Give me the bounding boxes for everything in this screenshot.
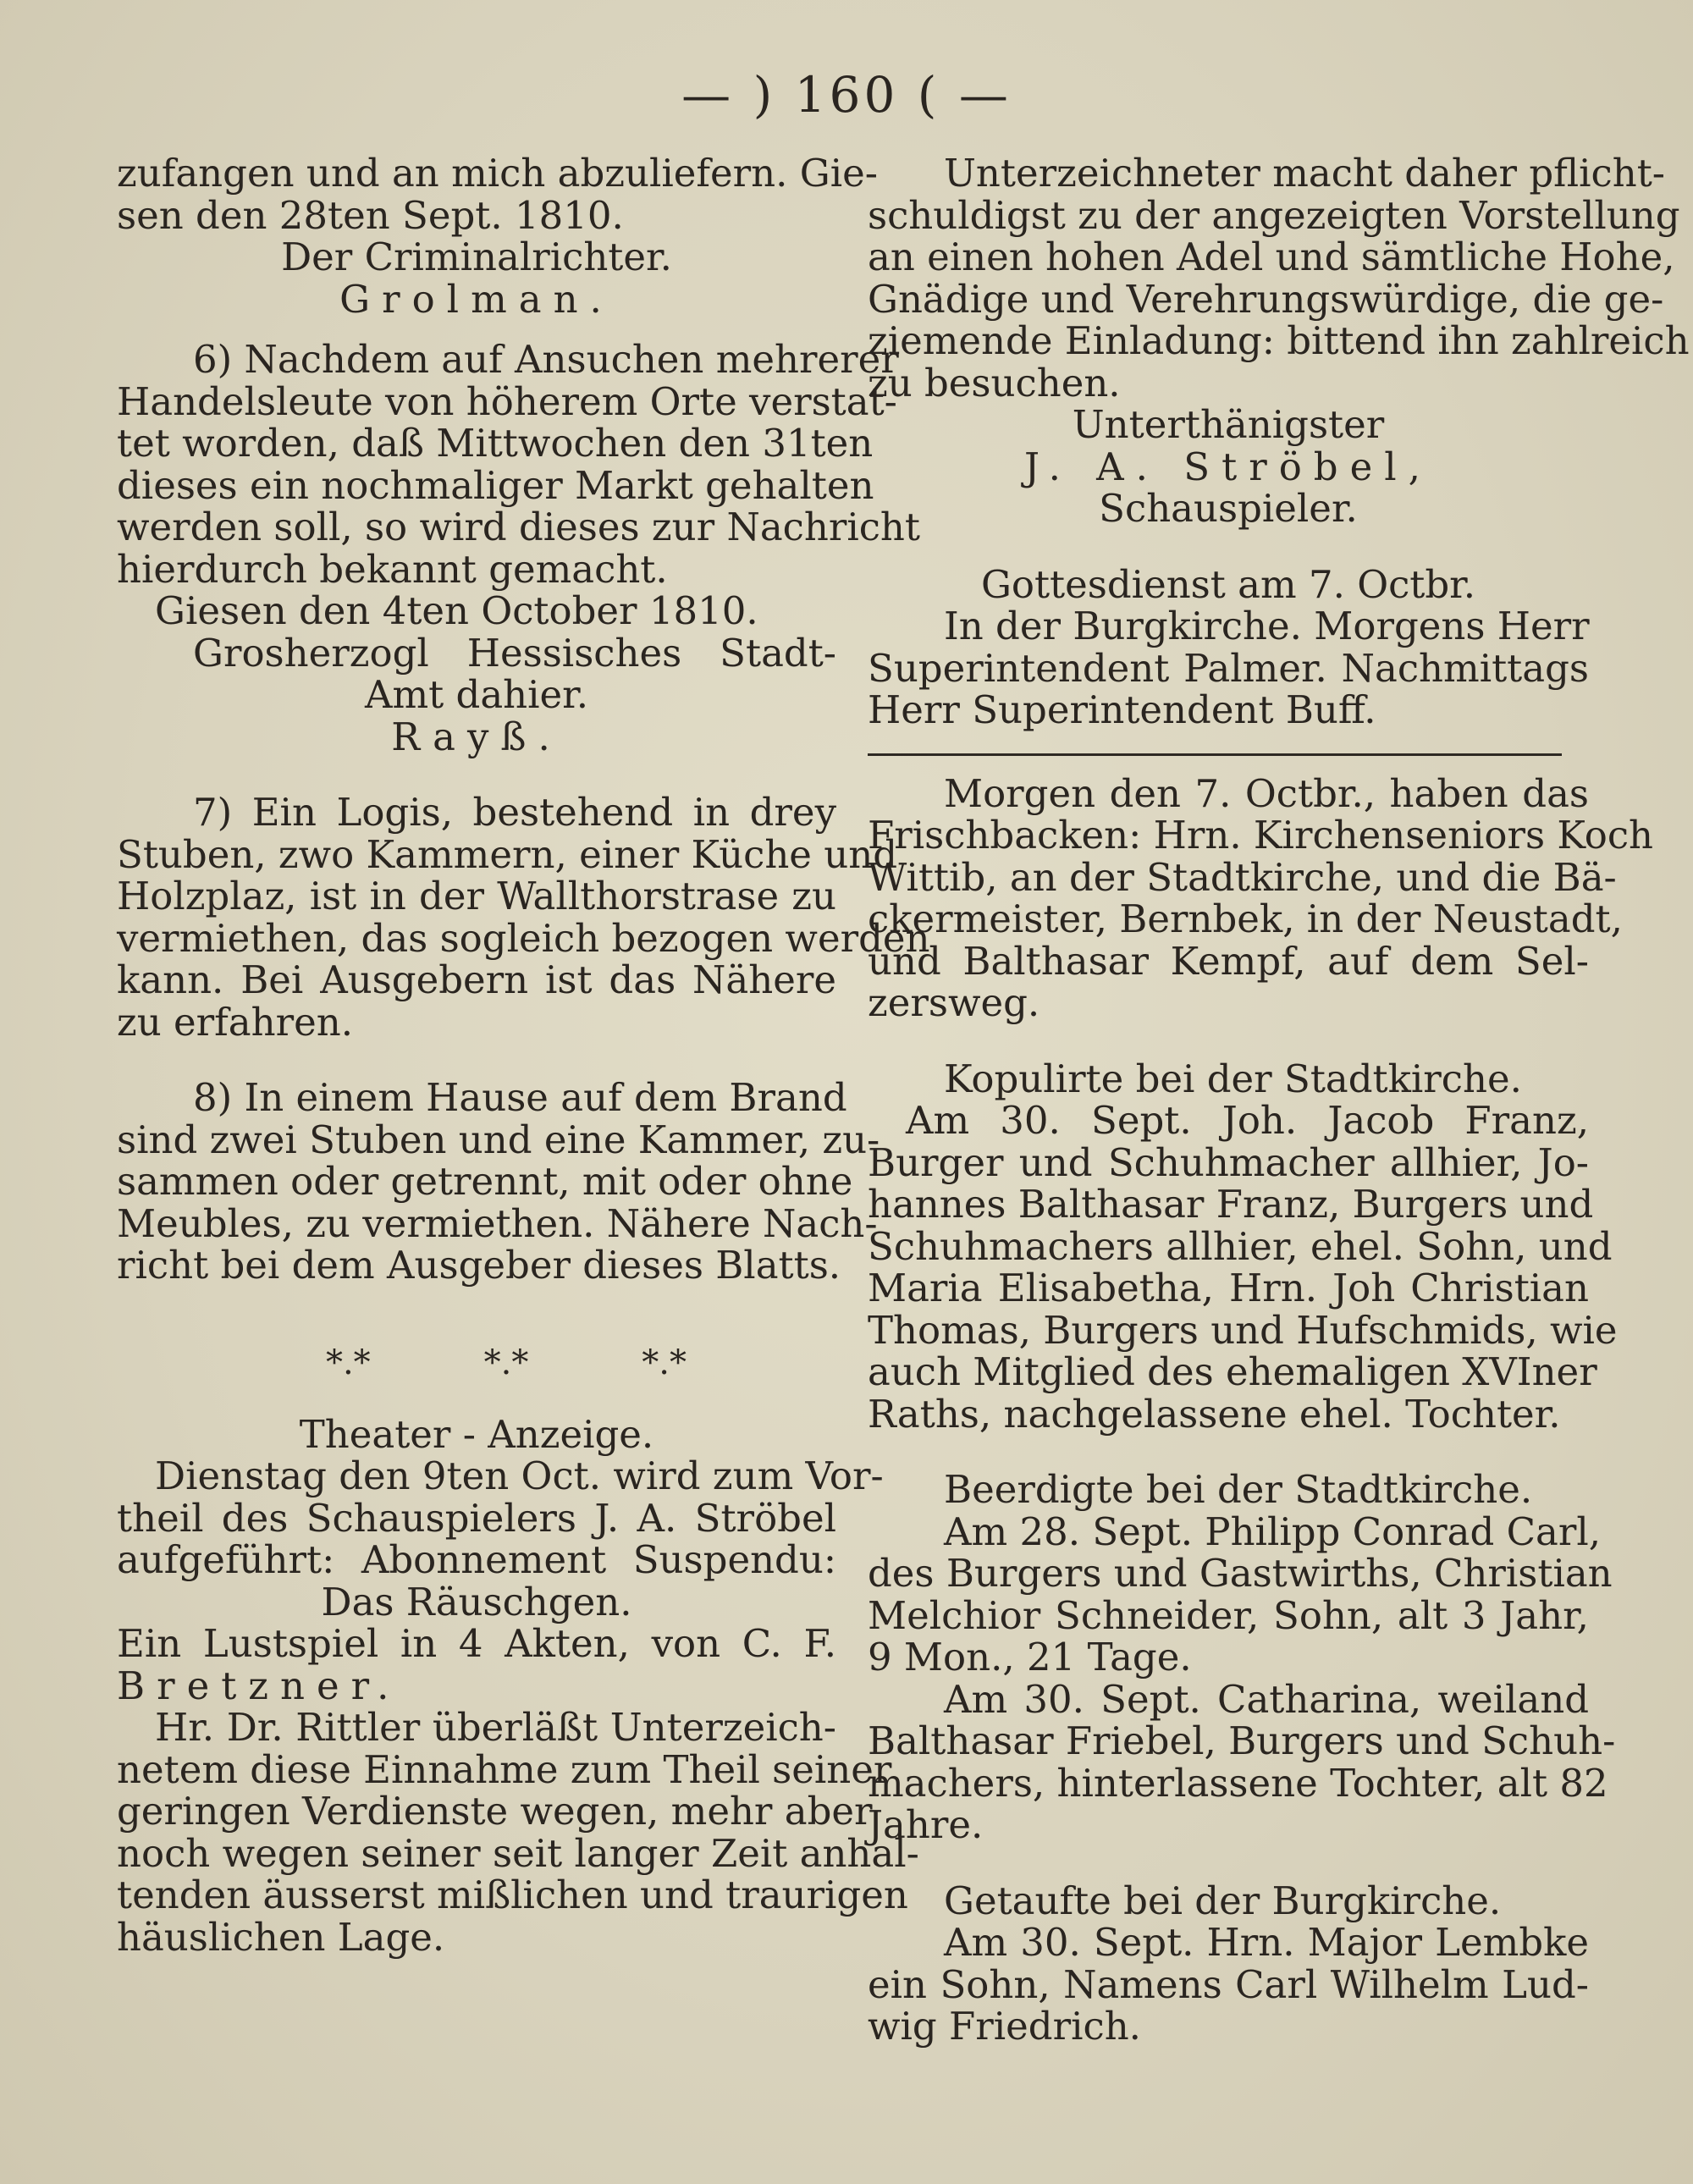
- invitation-signer-role: Schauspieler.: [1099, 486, 1358, 531]
- signer-title: Der Criminalrichter.: [281, 234, 672, 279]
- text-line: Burger und Schuhmacher allhier, Jo-: [868, 1139, 1589, 1185]
- married-heading: Kopulirte bei der Stadtkirche.: [944, 1056, 1522, 1101]
- text-line: vermiethen, das sogleich bezogen werden: [117, 915, 930, 961]
- notice-6-date: Giesen den 4ten October 1810.: [155, 588, 758, 633]
- service-schedule: [868, 605, 1589, 731]
- notice-7: [117, 790, 930, 1045]
- text-line: ein Sohn, Namens Carl Wilhelm Lud-: [868, 1961, 1589, 2007]
- text-line: machers, hinterlassene Tochter, alt 82: [868, 1760, 1608, 1806]
- text-line: Superintendent Palmer. Nachmittags: [868, 645, 1589, 691]
- notice-5-ending: [117, 151, 878, 238]
- text-line: Am 30. Sept. Joh. Jacob Franz,: [906, 1098, 1589, 1143]
- play-author: Bretzner.: [117, 1663, 401, 1708]
- buried-heading: Beerdigte bei der Stadtkirche.: [944, 1467, 1533, 1512]
- text-line: sammen oder getrennt, mit oder ohne: [117, 1159, 853, 1204]
- signer-name: Rayß.: [391, 714, 562, 759]
- text-line: und Balthasar Kempf, auf dem Sel-: [868, 938, 1589, 984]
- invitation: [868, 151, 1690, 405]
- text-line: Gnädige und Verehrungswürdige, die ge-: [868, 276, 1664, 322]
- text-line: richt bei dem Ausgeber dieses Blatts.: [117, 1243, 841, 1288]
- text-line: Herr Superintendent Buff.: [868, 687, 1376, 732]
- text-line: dieses ein nochmaliger Markt gehalten: [117, 462, 874, 508]
- text-line: Balthasar Friebel, Burgers und Schuh-: [868, 1718, 1616, 1763]
- text-line: Hr. Dr. Rittler überläßt Unterzeich-: [155, 1705, 836, 1750]
- text-line: ckermeister, Bernbek, in der Neustadt,: [868, 896, 1623, 941]
- text-line: Thomas, Burgers und Hufschmids, wie: [868, 1307, 1618, 1353]
- theater-announcement: [117, 1453, 884, 1582]
- text-line: werden soll, so wird dieses zur Nachricht: [117, 505, 920, 549]
- text-line: Wittib, an der Stadtkirche, und die Bä-: [868, 854, 1617, 900]
- text-line: Am 28. Sept. Philipp Conrad Carl,: [944, 1508, 1602, 1554]
- baptized-list: [868, 1922, 1589, 2048]
- text-line: zufangen und an mich abzuliefern. Gie-: [117, 151, 878, 196]
- text-line: noch wegen seiner seit langer Zeit anhal-: [117, 1830, 919, 1876]
- notice-6: [117, 337, 920, 592]
- authority-line: Amt dahier.: [364, 672, 589, 717]
- invitation-closing: Unterthänigster: [1072, 402, 1385, 447]
- text-line: hierdurch bekannt gemacht.: [117, 546, 668, 592]
- text-line: sen den 28ten Sept. 1810.: [117, 192, 624, 238]
- text-line: Meubles, zu vermiethen. Nähere Nach-: [117, 1200, 878, 1246]
- text-line: theil des Schauspielers J. A. Ströbel: [117, 1495, 836, 1541]
- text-line: Holzplaz, ist in der Wallthorstrase zu: [117, 874, 836, 918]
- text-line: Am 30. Sept. Catharina, weiland: [944, 1676, 1589, 1722]
- star-ornament: *.*: [325, 1343, 371, 1382]
- baptized-heading: Getaufte bei der Burgkirche.: [944, 1878, 1502, 1923]
- play-subtitle: Ein Lustspiel in 4 Akten, von C. F.: [117, 1621, 836, 1666]
- text-line: auch Mitglied des ehemaligen XVIner: [868, 1349, 1597, 1394]
- text-line: Am 30. Sept. Hrn. Major Lembke: [944, 1920, 1589, 1965]
- text-line: 8) In einem Hause auf dem Brand: [193, 1075, 847, 1120]
- text-line: an einen hohen Adel und sämtliche Hohe,: [868, 234, 1675, 279]
- separator-stars: [269, 1343, 743, 1382]
- text-line: hannes Balthasar Franz, Burgers und: [868, 1182, 1594, 1227]
- play-title: Das Räuschgen.: [321, 1579, 632, 1624]
- text-line: Unterzeichneter macht daher pflicht-: [944, 151, 1666, 196]
- section-divider: [868, 753, 1562, 756]
- text-line: kann. Bei Ausgebern ist das Nähere: [117, 957, 836, 1002]
- baking-notice: [868, 770, 1654, 1025]
- text-line: schuldigst zu der angezeigten Vorstellung: [868, 192, 1680, 238]
- invitation-signer: J. A. Ströbel,: [1024, 444, 1432, 489]
- text-line: zu besuchen.: [868, 360, 1121, 405]
- text-line: des Burgers und Gastwirths, Christian: [868, 1551, 1613, 1596]
- buried-entry-1: [868, 1508, 1613, 1679]
- service-heading: Gottesdienst am 7. Octbr.: [980, 561, 1476, 607]
- married-list: [868, 1098, 1618, 1437]
- authority-line: Grosherzogl Hessisches Stadt-: [193, 630, 836, 676]
- signer-name: Grolman.: [339, 276, 614, 322]
- notice-8: [117, 1075, 880, 1288]
- star-ornament: *.*: [642, 1343, 687, 1382]
- text-line: Jahre.: [868, 1802, 984, 1847]
- text-line: Frischbacken: Hrn. Kirchenseniors Koch: [868, 813, 1654, 858]
- text-line: sind zwei Stuben und eine Kammer, zu-: [117, 1117, 880, 1162]
- right-column: [868, 151, 1690, 2049]
- text-line: tenden äusserst mißlichen und traurigen: [117, 1872, 908, 1917]
- text-line: In der Burgkirche. Morgens Herr: [944, 604, 1590, 648]
- theater-heading: Theater - Anzeige.: [299, 1411, 654, 1457]
- text-line: geringen Verdienste wegen, mehr aber: [117, 1789, 873, 1834]
- text-line: netem diese Einnahme zum Theil seiner: [117, 1746, 892, 1792]
- text-line: Raths, nachgelassene ehel. Tochter.: [868, 1391, 1561, 1437]
- text-line: Morgen den 7. Octbr., haben das: [944, 770, 1589, 816]
- text-line: Stuben, zwo Kammern, einer Küche und: [117, 831, 898, 877]
- buried-entry-2: [868, 1676, 1616, 1847]
- text-line: tet worden, daß Mittwochen den 31ten: [117, 421, 874, 466]
- text-line: Melchior Schneider, Sohn, alt 3 Jahr,: [868, 1592, 1589, 1638]
- page-header: — ) 160 ( —: [681, 66, 1012, 124]
- text-line: 6) Nachdem auf Ansuchen mehrerer: [193, 337, 899, 382]
- text-line: zersweg.: [868, 980, 1040, 1025]
- text-line: Dienstag den 9ten Oct. wird zum Vor-: [155, 1453, 884, 1498]
- text-line: aufgeführt: Abonnement Suspendu:: [117, 1537, 836, 1582]
- theater-note: [117, 1705, 919, 1960]
- text-line: häuslichen Lage.: [117, 1914, 445, 1960]
- text-line: zu erfahren.: [117, 999, 354, 1045]
- text-line: Schuhmachers allhier, ehel. Sohn, und: [868, 1223, 1613, 1269]
- star-ornament: *.*: [483, 1343, 529, 1382]
- text-line: Maria Elisabetha, Hrn. Joh Christian: [868, 1266, 1589, 1310]
- text-line: Handelsleute von höherem Orte verstat-: [117, 378, 897, 424]
- text-line: ziemende Einladung: bittend ihn zahlreich: [868, 318, 1690, 363]
- text-line: 7) Ein Logis, bestehend in drey: [193, 790, 836, 835]
- text-line: wig Friedrich.: [868, 2004, 1141, 2049]
- text-line: 9 Mon., 21 Tage.: [868, 1635, 1192, 1679]
